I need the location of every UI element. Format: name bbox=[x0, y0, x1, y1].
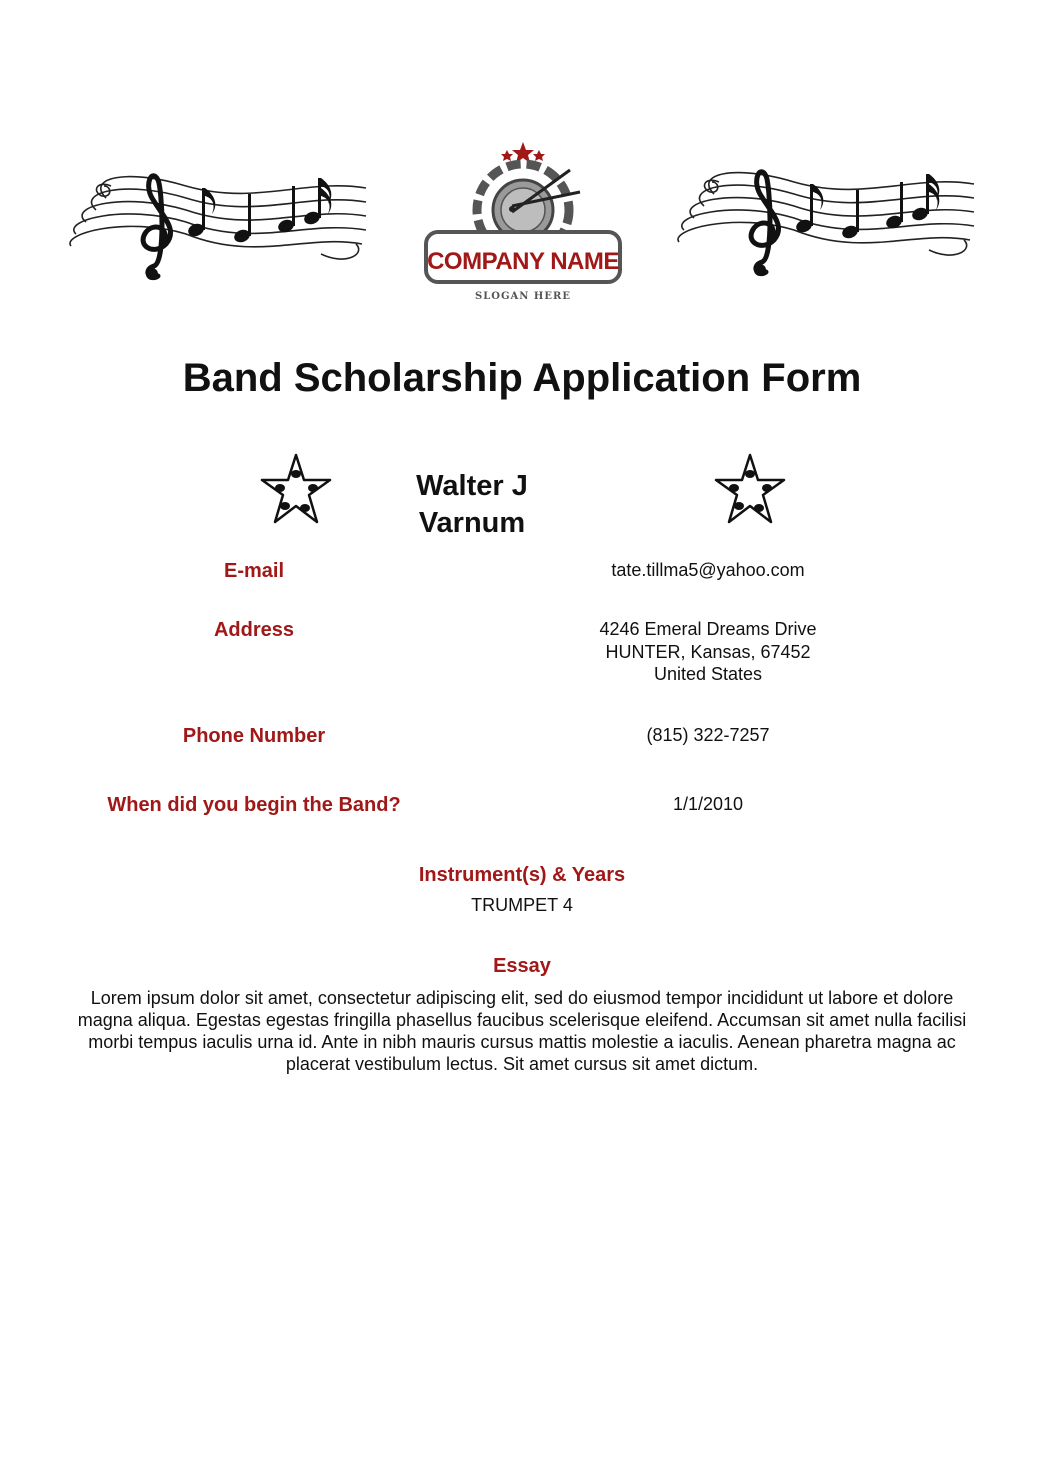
essay-text: Lorem ipsum dolor sit amet, consectetur adipiscing elit, sed do eiusmod tempor incididunt ut labore et dolore magna aliqua. Egestas egestas fringilla phasellus faucibus scelerisque eleifend. Accumsan sit amet nulla facilisi morbi tempus iaculis urna id. Ante in nibh mauris cursus mattis molestie a iaculis. Aenean pharetra magna ac placerat vestibulum lectus. Sit amet cursus sit amet dictum. bbox=[77, 988, 967, 1074]
address-label: Address bbox=[213, 619, 295, 641]
address-line1: 4246 Emeral Dreams Drive bbox=[599, 619, 817, 639]
applicant-name bbox=[372, 468, 572, 542]
phone-value: (815) 322-7257 bbox=[646, 725, 770, 745]
applicant-name-line2: Varnum bbox=[418, 507, 526, 539]
essay-label: Essay bbox=[493, 955, 551, 977]
email-value: tate.tillma5@yahoo.com bbox=[611, 560, 805, 580]
company-slogan: SLOGAN HERE bbox=[475, 291, 571, 302]
company-logo bbox=[420, 140, 626, 310]
email-label: E-mail bbox=[223, 560, 285, 582]
music-notes-icon-right bbox=[674, 154, 980, 290]
instruments-label: Instrument(s) & Years bbox=[418, 864, 626, 886]
music-notes-icon-left bbox=[66, 158, 372, 294]
music-star-icon-right bbox=[712, 452, 788, 528]
band-start-label: When did you begin the Band? bbox=[107, 794, 401, 816]
address-value bbox=[508, 618, 908, 686]
address-line3: United States bbox=[653, 664, 763, 684]
page-title: Band Scholarship Application Form bbox=[182, 356, 862, 400]
applicant-name-line1: Walter J bbox=[416, 470, 528, 502]
band-start-value: 1/1/2010 bbox=[672, 794, 744, 814]
company-name: COMPANY NAME bbox=[427, 248, 619, 275]
address-line2: HUNTER, Kansas, 67452 bbox=[605, 641, 811, 662]
music-star-icon-left bbox=[258, 452, 334, 528]
instruments-value: TRUMPET 4 bbox=[471, 895, 573, 915]
phone-label: Phone Number bbox=[182, 725, 326, 747]
